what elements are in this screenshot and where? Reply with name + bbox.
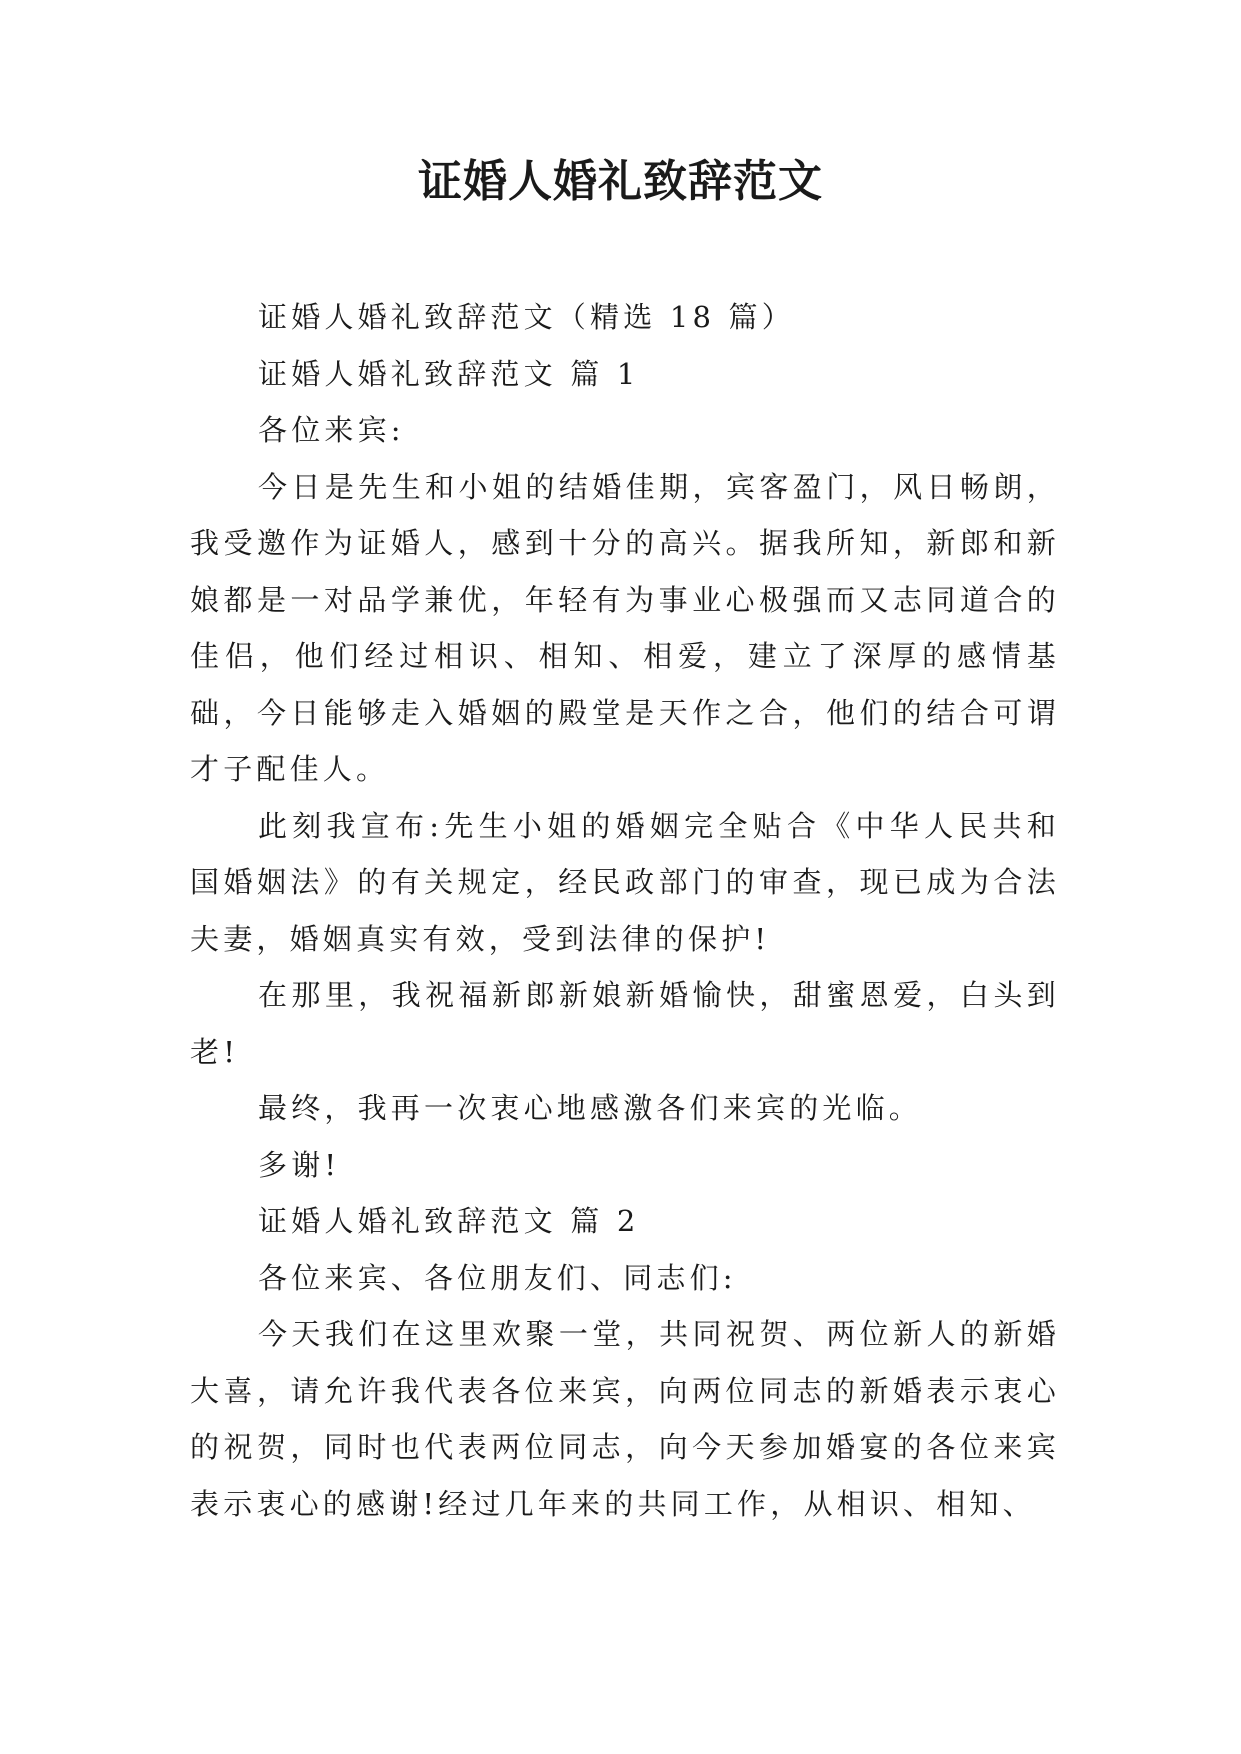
- body-paragraph: 今日是先生和小姐的结婚佳期，宾客盈门，风日畅朗，我受邀作为证婚人，感到十分的高兴。据我所知，新郎和新娘都是一对品学兼优，年轻有为事业心极强而又志同道合的佳侣，他们经过相识、相知、相爱，建立了深厚的感情基础，今日能够走入婚姻的殿堂是天作之合，他们的结合可谓才子配佳人。: [190, 469, 1060, 786]
- section-heading-1: 证婚人婚礼致辞范文 篇 1: [258, 356, 640, 391]
- document-body: [190, 289, 1060, 1532]
- document-title: 证婚人婚礼致辞范文: [418, 156, 823, 207]
- body-paragraph: 最终，我再一次衷心地感激各们来宾的光临。: [258, 1091, 923, 1125]
- closing-paragraph: 多谢!: [258, 1147, 341, 1182]
- body-paragraph: 在那里，我祝福新郎新娘新婚愉快，甜蜜恩爱，白头到老!: [190, 978, 1060, 1069]
- salutation-paragraph: 各位来宾、各位朋友们、同志们:: [258, 1260, 737, 1295]
- body-paragraph: 此刻我宣布:先生小姐的婚姻完全贴合《中华人民共和国婚姻法》的有关规定，经民政部门的审查，现已成为合法夫妻，婚姻真实有效，受到法律的保护!: [190, 808, 1060, 956]
- salutation-paragraph: 各位来宾:: [258, 413, 405, 447]
- subtitle-paragraph: 证婚人婚礼致辞范文（精选 18 篇）: [258, 300, 795, 334]
- body-paragraph: 今天我们在这里欢聚一堂，共同祝贺、两位新人的新婚大喜，请允许我代表各位来宾，向两位同志的新婚表示衷心的祝贺，同时也代表两位同志，向今天参加婚宴的各位来宾表示衷心的感谢!经过几年来的共同工作，从相识、相知、: [190, 1317, 1060, 1521]
- section-heading-2: 证婚人婚礼致辞范文 篇 2: [258, 1204, 640, 1238]
